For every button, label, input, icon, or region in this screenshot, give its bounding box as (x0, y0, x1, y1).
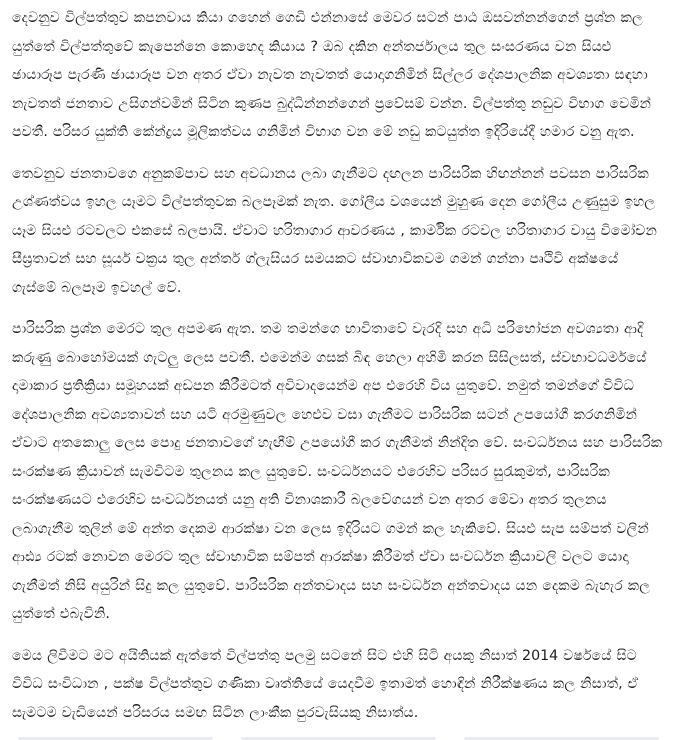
post-paragraph-4: මෙය ලිවීමට මට අයිතියක් ඇත්තේ විල්පත්තු පලමු සටනේ සිට එහි සිටි අයකු නිසාත් 2014 වර්ෂයේ සිට විවිධ සංවිධාන , පක්ෂ විල්පත්තුව ගණිකා වෘත්තියේ යෙදවීම ඉතාමත් හොඳින් නිරීක්ෂණය කල නිසාත්, ඒ සැමටම වැඩියෙන් පරිසරය සමඟ සිටින ලාංකීක පුරවැසියකු නිසාත්ය. (12, 647, 639, 721)
post-paragraph-3: පාරිසරික ප්‍රශ්න මෙරට තුල අපමණ ඇත. තම තමන්ගෙ භාවිතාවේ වැරදි සහ අධි පරිභෝජන අවශ්‍යතා ආදි කරුණු බොහෝමයක් ගැටලු ලෙස පවතී. එමෙන්ම ගසක් බිඳ හෙලා අහිමි කරන සිසිලසත්, ස්වභාවධර්මයේ දාමාකාර ප්‍රතික්‍රියා සමූහයක් අඩපන කිරීමටත් අවිවාදයෙන්ම අප එරෙහි විය යුතුවේ. නමුත් තමන්ගේ විවිධ දේශපාලනික අවශ්‍යතාවන් සහ යටි අරමුණුවල හෙළුව වසා ගැනීමට පාරිසරික සටන් උපයෝගී කරගනිමින් ඒවාට අතකොලු ලෙස පොදු ජනතාවගේ හැඟීම් උපයෝගී කර ගැනීමත් නින්දිත වේ. සංවර්ධනය සහ පාරිසරික සංරක්ෂණ ක්‍රියාවන් සැමවිටම තුලනය කල යුතුවේ. සංවර්ධනයට එරෙහිව පරිසර සුරැකුමත්, පාරිසරික සංරක්ෂණයට එරෙහිව සංවර්ධනයත් යනු අති විනාශකාරී බලවේගයන් වන අතර මේවා අතර තුලනය ලබාගැනීම තුලින් මේ අන්ත දෙකම ආරක්ෂා වන ලෙස ඉදිරියට ගමන් කල හැකිවේ. සියළු සැප සම්පත් වලින් ආඪ්‍ය රටක් නොවන මෙරට තුල ස්වාභාවික සම්පත් ආරක්ෂා කිරීමත් ඒවා සංවර්ධන ක්‍රියාවලි වලට යොදා ගැනීමත් නිසි අයුරින් සිදු කල යුතුවේ. පාරිසරික අන්තවාදය සහ සංවර්ධන අන්තවාදය යන දෙකම බැහැර කල යුත්තේ එබැවිනි. (12, 321, 663, 622)
post-paragraph-1: දෙවනුව විල්පත්තුව කපනවාය කියා ගහෙන් ගෙඩි එන්නාසේ මෙවර සටන් පාඨ ඔසවන්නන්ගෙන් ප්‍රශ්න කල යුත්තේ විල්පත්තුවේ කැපෙන්නෙ කොහෙද කියාය ? ඔබ දකින අන්තර්ජාලය තුල සංසරණය වන සියළු ඡායාරූප පැරණි ඡායාරූප වන අතර ඒවා නැවත නැවතත් යොදාගනිමින් සිල්ලර දේශපාලනික අවශ්‍යතා සඳහා නැවතත් ජනතාව උසිගන්වමින් සිටින කුණප බුද්ධින්නන්ගෙන් ප්‍රවේසම් වන්න. විල්පත්තු නඩුව විභාග වෙමින් පවතී. පරිසර යුක්ති කේන්ද්‍රය මූලිකත්වය ගනිමින් විභාග වන මේ නඩු කටයුත්ත ඉදිරියේදී හමාර වනු ඇත. (12, 10, 652, 140)
post-paragraph-2: තෙවනුව ජනතාවගෙ අනුකම්පාව සහ අවධානය ලබා ගැනීමට දඟලන පාරිසරික හිඟන්නන් පවසන පාරිසරික උශ්ණත්වය ඉහල යෑමට විල්පත්තුවක බලපෑමක් නැත. ගෝලීය වශයෙන් මුහුණ දෙන ගෝලීය උණුසුම ඉහල යෑම සියළු රටවලට එකසේ බලපායි. ඒවාට හරිතාගාර ආවරණය , කාර්මික රටවල හරිතාගාර වායු විමෝචන සීඝ්‍රතාවන් සහ සූර්ය චක්‍රය තුල අන්තර් ග්ලැසියර සමයකට ස්වාභාවිකවම ගමන් ගන්නා පෘථිවි අක්ෂයේ ගැස්මේ බලපෑම ඉවහල් වේ. (12, 165, 657, 296)
